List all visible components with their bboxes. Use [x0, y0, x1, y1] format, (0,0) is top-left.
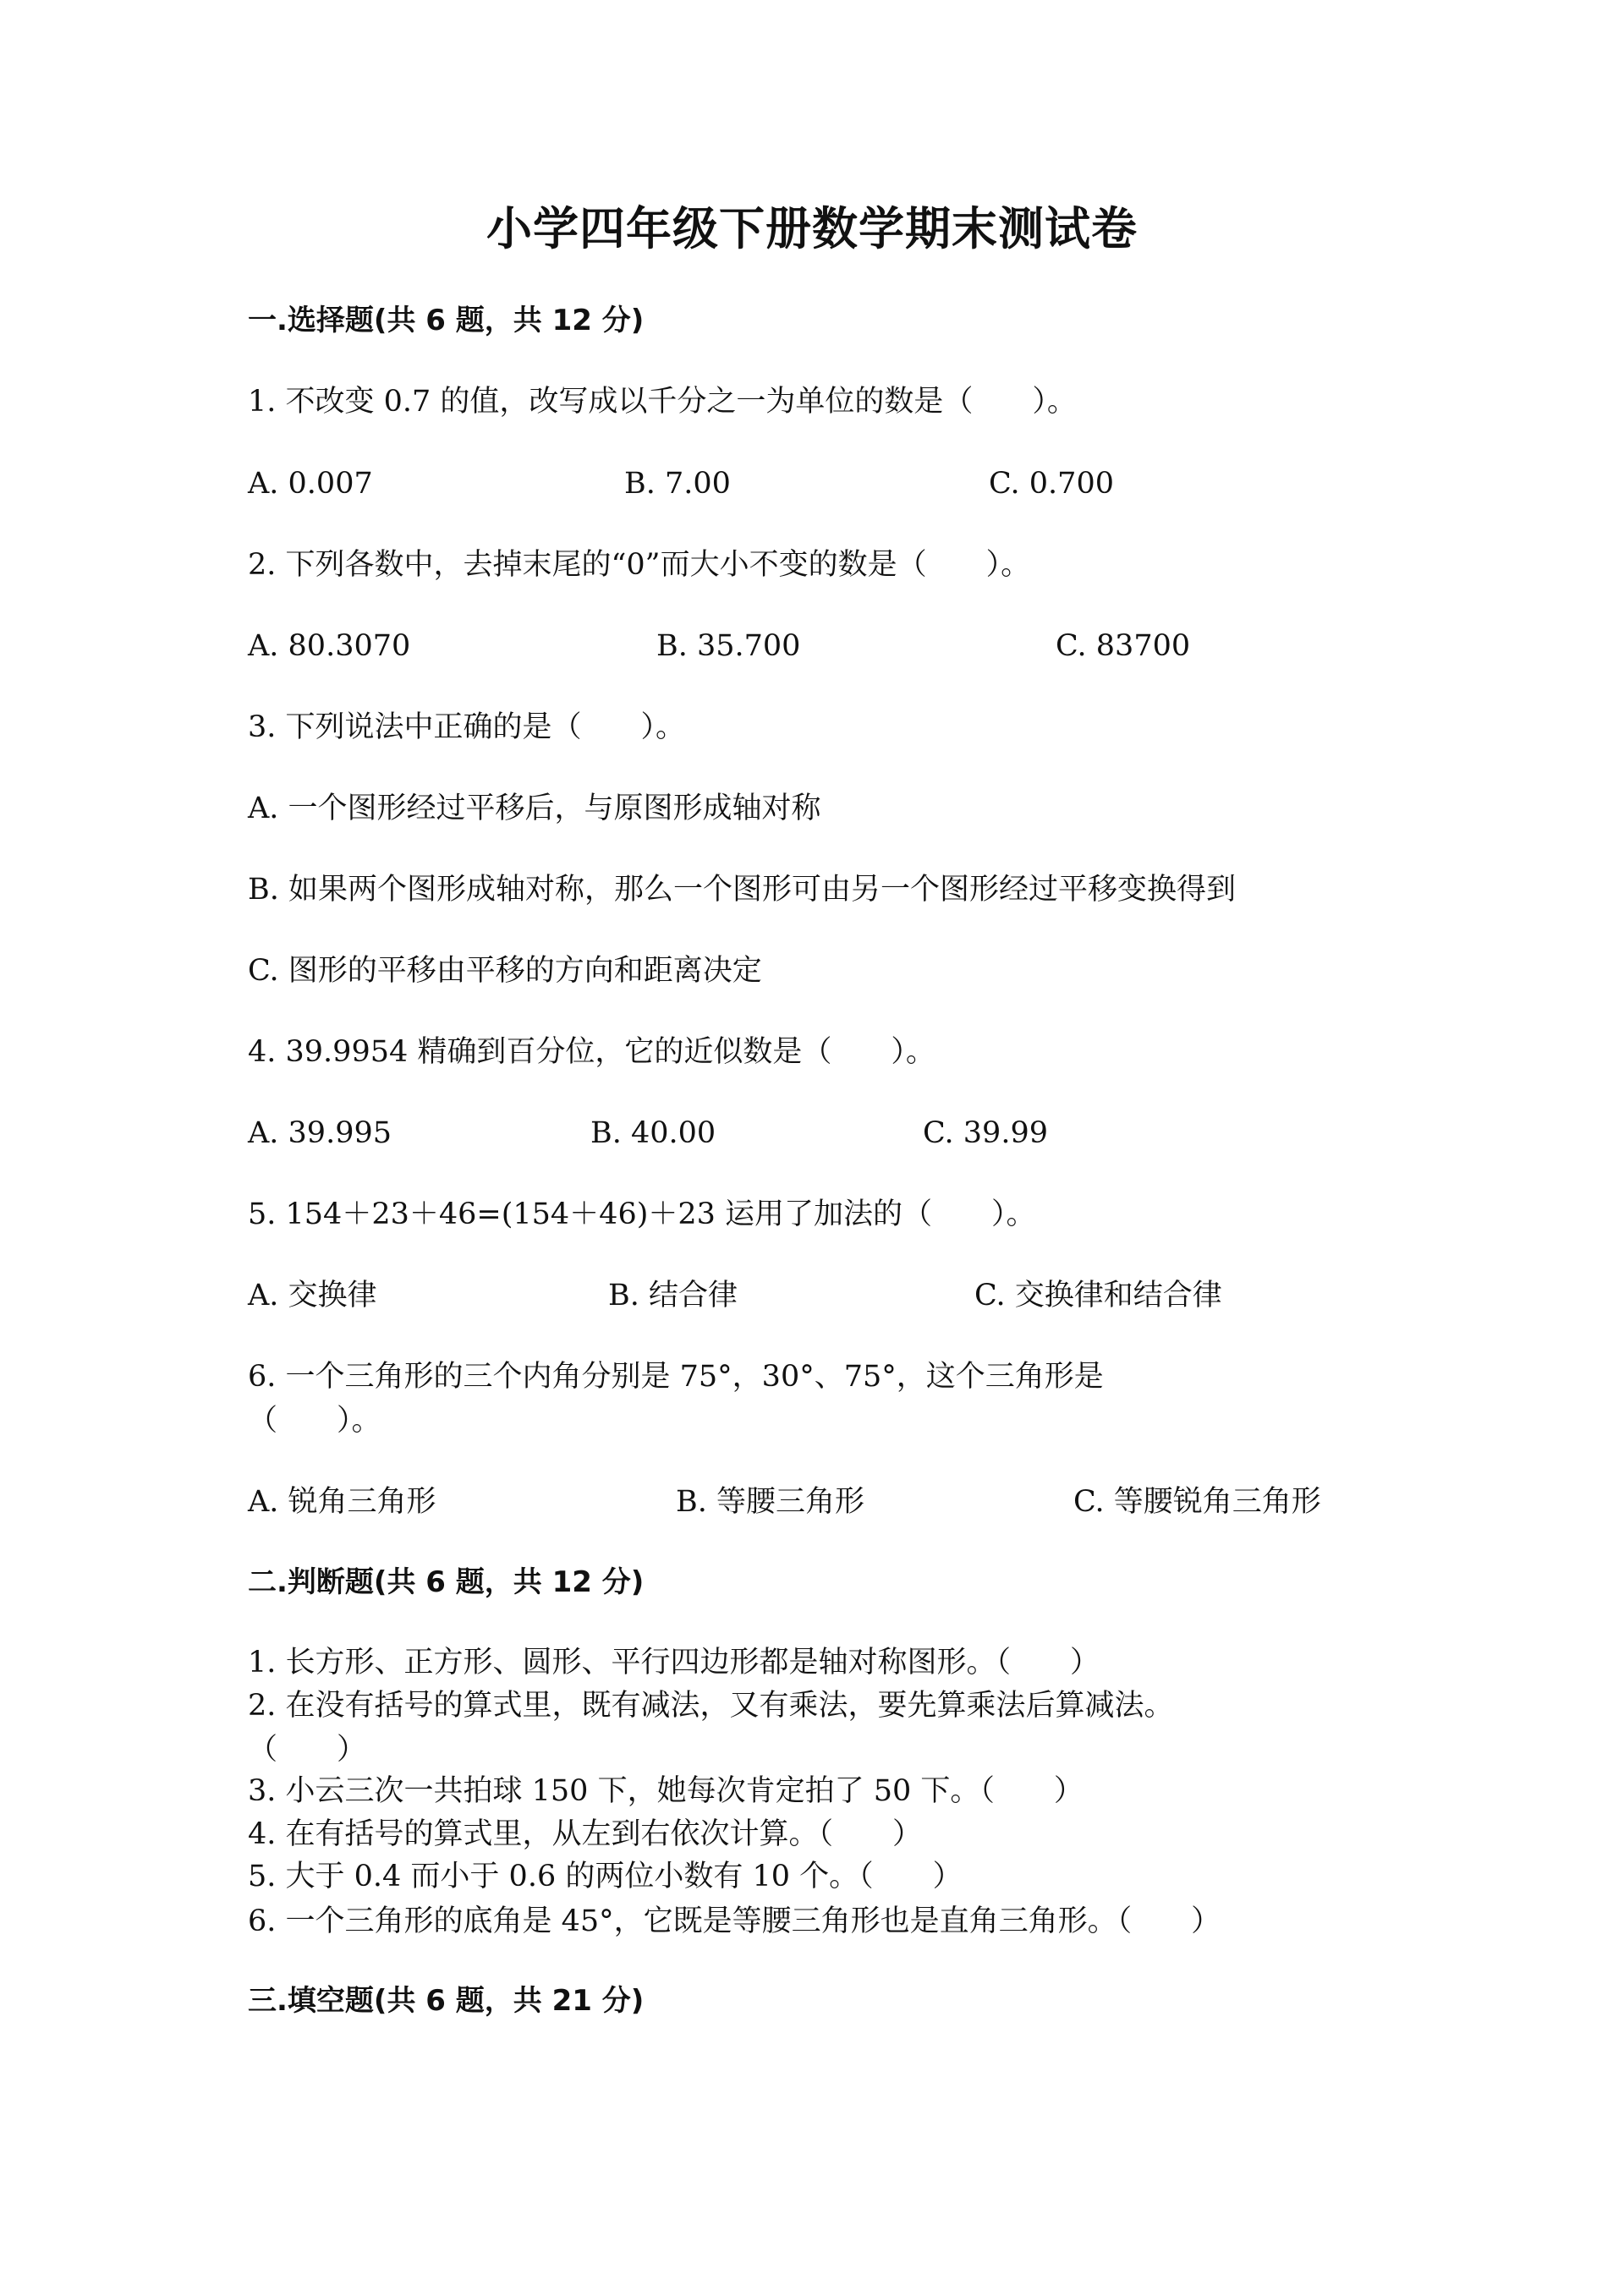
option-a: A. 锐角三角形	[248, 1485, 436, 1519]
option-c: C. 39.99	[923, 1116, 1048, 1150]
section-heading-choice: 一.选择题(共 6 题，共 12 分)	[248, 304, 645, 337]
section-heading-true-false: 二.判断题(共 6 题，共 12 分)	[248, 1565, 645, 1599]
option-b: B. 40.00	[590, 1116, 716, 1150]
question-stem-line2: （ ）。	[248, 1404, 381, 1438]
section-heading-fill-blank: 三.填空题(共 6 题，共 21 分)	[248, 1984, 645, 2018]
judgment-item: 1. 长方形、正方形、圆形、平行四边形都是轴对称图形。（ ）	[248, 1646, 1100, 1680]
judgment-item: 6. 一个三角形的底角是 45°，它既是等腰三角形也是直角三角形。（ ）	[248, 1904, 1221, 1938]
option-a: A. 交换律	[248, 1279, 377, 1312]
question-stem: 2. 下列各数中，去掉末尾的“0”而大小不变的数是（ ）。	[248, 548, 1031, 582]
page-title: 小学四年级下册数学期末测试卷	[486, 202, 1138, 255]
option-c: C. 等腰锐角三角形	[1073, 1485, 1321, 1519]
judgment-item: 3. 小云三次一共拍球 150 下，她每次肯定拍了 50 下。（ ）	[248, 1774, 1084, 1808]
judgment-item: 4. 在有括号的算式里，从左到右依次计算。（ ）	[248, 1817, 923, 1851]
judgment-item: 5. 大于 0.4 而小于 0.6 的两位小数有 10 个。（ ）	[248, 1860, 963, 1893]
option-b: B. 结合律	[608, 1279, 738, 1312]
option-c: C. 83700	[1056, 629, 1191, 663]
option-b: B. 如果两个图形成轴对称，那么一个图形可由另一个图形经过平移变换得到	[248, 873, 1236, 907]
question-stem: 4. 39.9954 精确到百分位，它的近似数是（ ）。	[248, 1035, 935, 1069]
option-c: C. 0.700	[989, 467, 1114, 501]
question-stem: 3. 下列说法中正确的是（ ）。	[248, 710, 686, 744]
option-c: C. 图形的平移由平移的方向和距离决定	[248, 954, 762, 988]
option-c: C. 交换律和结合律	[974, 1279, 1222, 1312]
option-a: A. 0.007	[248, 467, 373, 501]
option-a: A. 一个图形经过平移后，与原图形成轴对称	[248, 792, 821, 825]
option-b: B. 35.700	[656, 629, 801, 663]
option-b: B. 7.00	[624, 467, 731, 501]
question-stem: 6. 一个三角形的三个内角分别是 75°，30°、75°，这个三角形是	[248, 1360, 1104, 1394]
option-a: A. 80.3070	[248, 629, 411, 663]
judgment-item-line2: （ ）	[248, 1733, 367, 1767]
question-stem: 1. 不改变 0.7 的值，改写成以千分之一为单位的数是（ ）。	[248, 385, 1077, 419]
option-b: B. 等腰三角形	[676, 1485, 864, 1519]
question-stem: 5. 154＋23＋46=(154＋46)＋23 运用了加法的（ ）。	[248, 1197, 1036, 1231]
option-a: A. 39.995	[248, 1116, 392, 1150]
judgment-item: 2. 在没有括号的算式里，既有减法，又有乘法，要先算乘法后算减法。	[248, 1689, 1174, 1723]
